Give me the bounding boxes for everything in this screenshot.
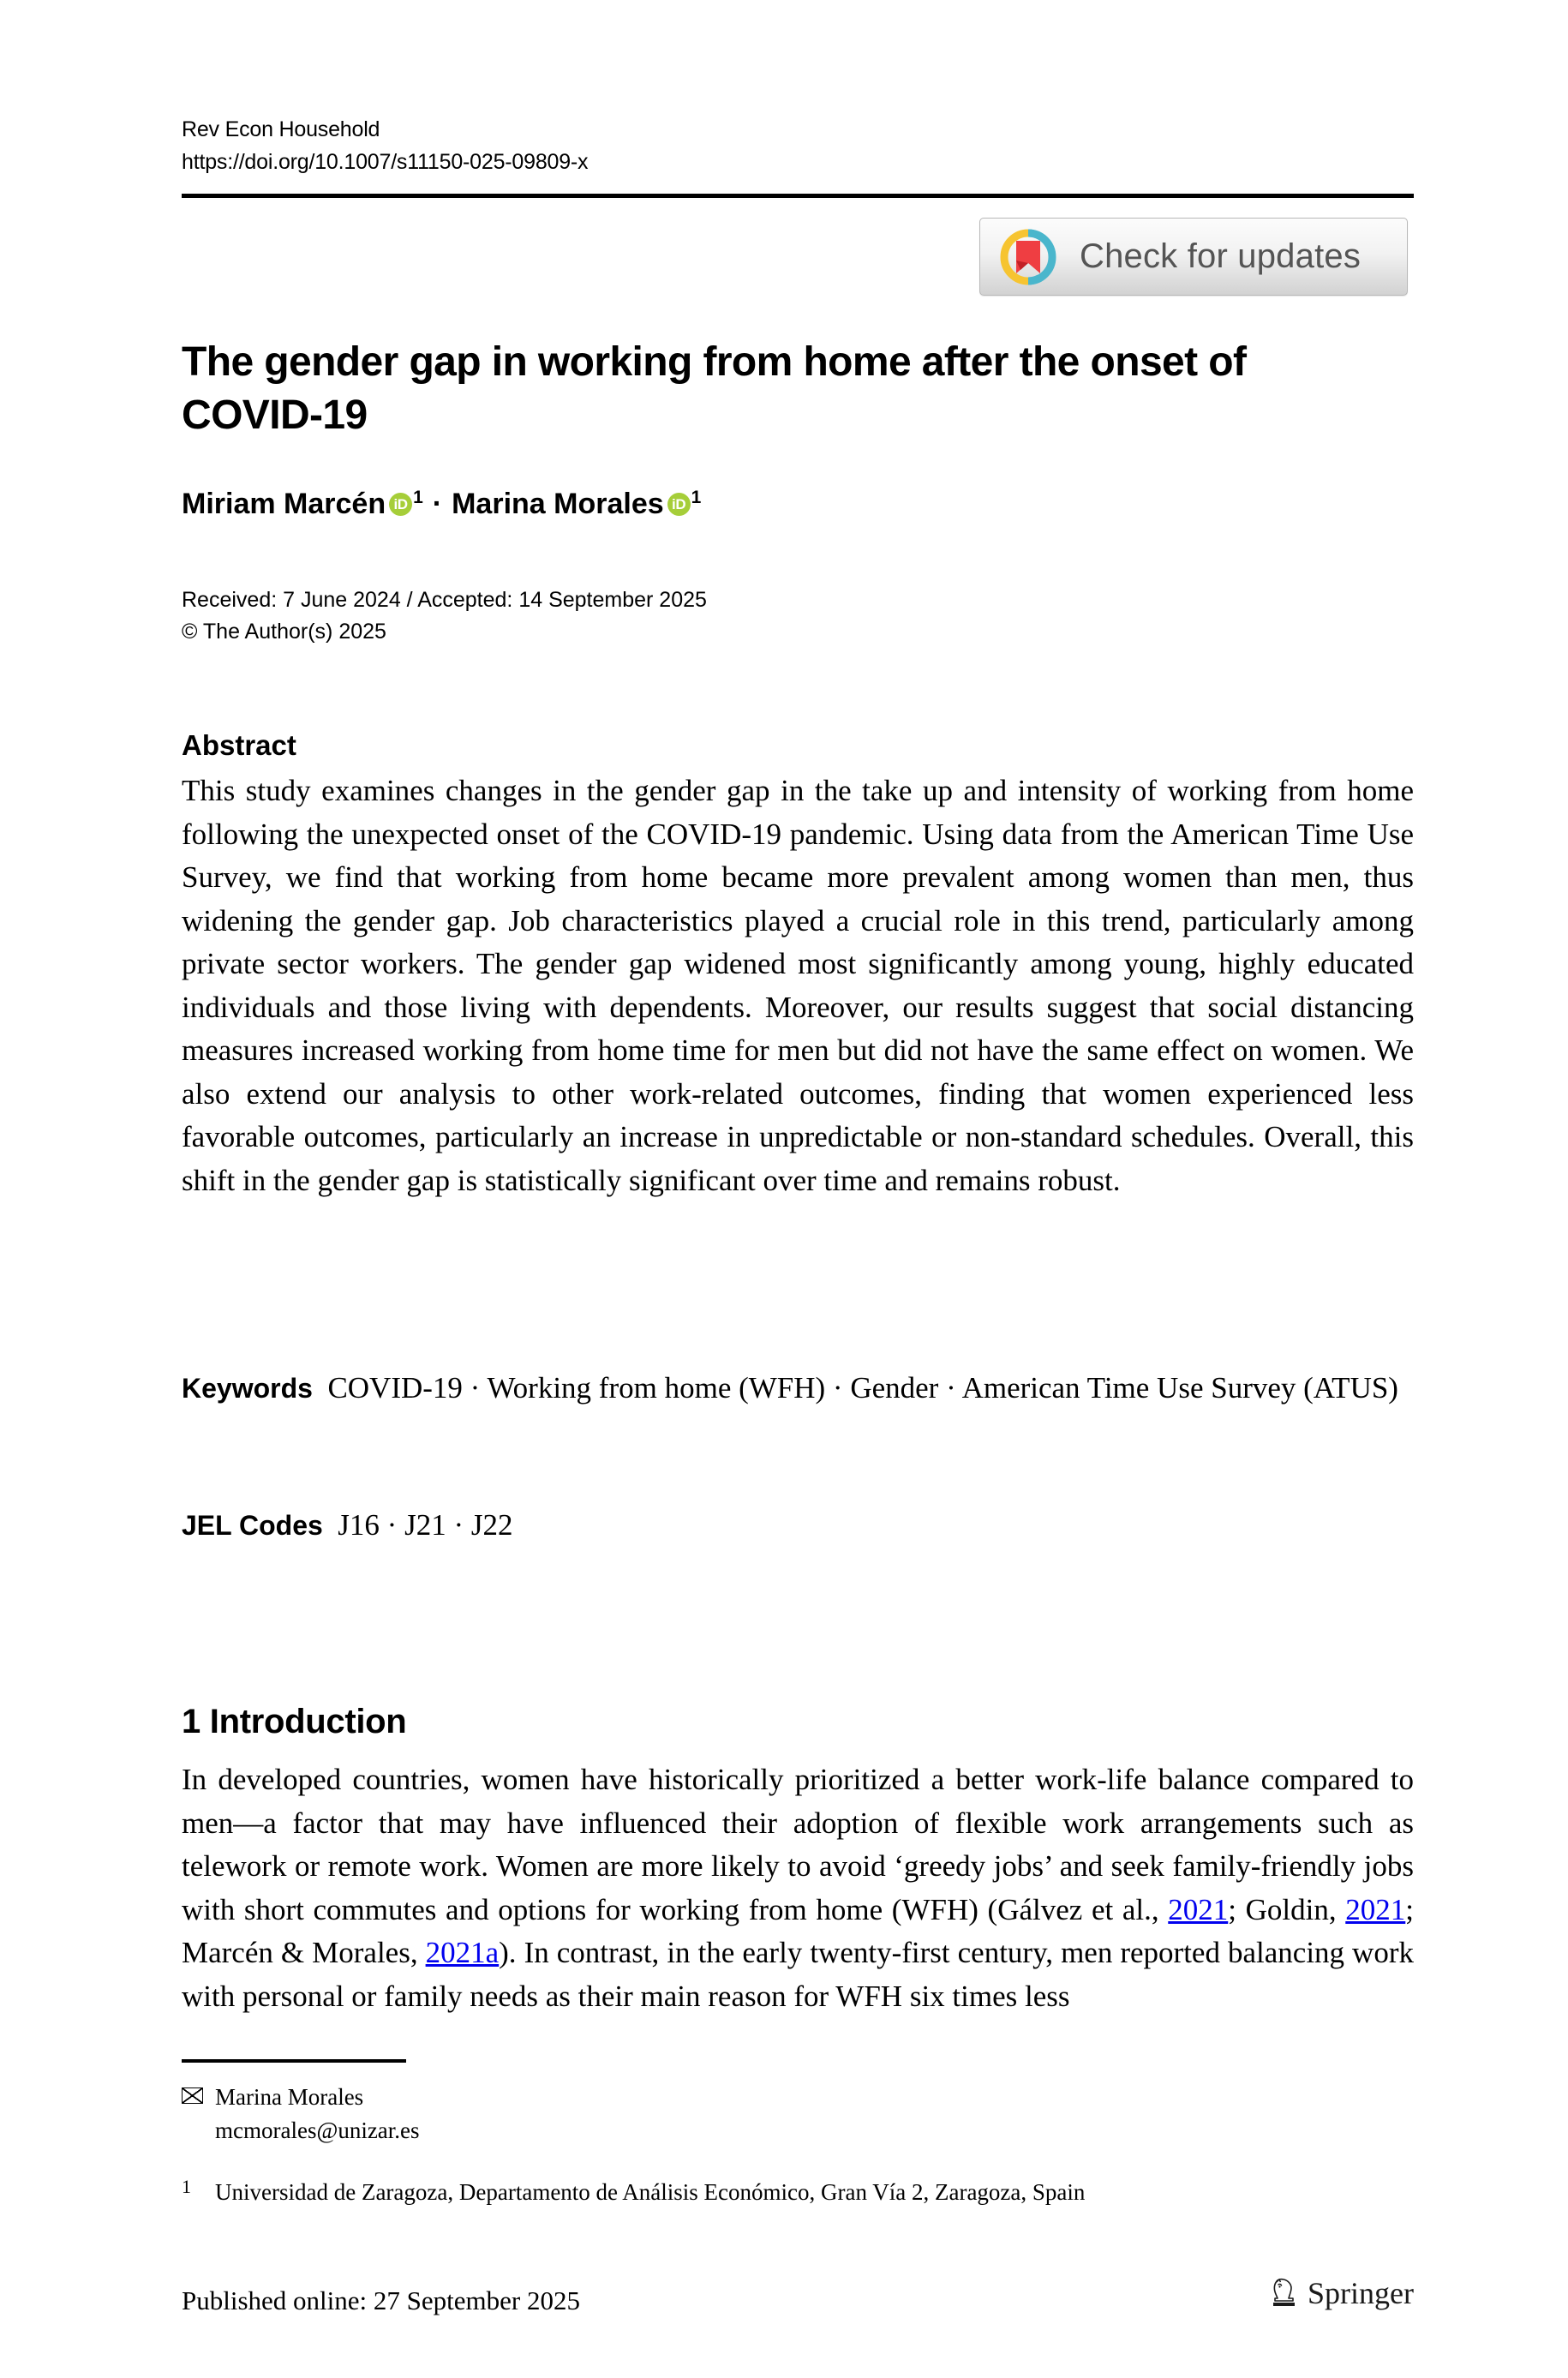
author-entry-1: Miriam Marcén iD 1	[182, 484, 423, 524]
keywords-list: COVID-19 · Working from home (WFH) · Gender · American Time Use Survey (ATUS)	[327, 1371, 1398, 1405]
jel-codes-label: JEL Codes	[182, 1510, 323, 1541]
header-divider-rule	[182, 194, 1414, 198]
abstract-body: This study examines changes in the gender gap in the take up and intensity of working from home following the unexpected onset of the COVID-19 pandemic. Using data from the American Time Use Survey, we find that working from home became more prevalent among women than men, thus widening the gender gap. Job characteristics played a crucial role in this trend, particularly among private sector workers. The gender gap widened most significantly among young, highly educated individuals and those living with dependents. Moreover, our results suggest that social distancing measures increased working from home time for men but did not have the same effect on women. We also extend our analysis to other work-related outcomes, finding that women experienced less favorable outcomes, particularly an increase in unpredictable or non-standard schedules. Overall, this shift in the gender gap is statistically significant over time and remains robust.	[182, 774, 1414, 1197]
article-title: The gender gap in working from home after the onset of COVID-19	[182, 339, 1247, 439]
footnote-divider-rule	[182, 2059, 406, 2063]
springer-logo	[1270, 2275, 1414, 2311]
keywords-label: Keywords	[182, 1373, 313, 1404]
author-separator: ·	[432, 488, 443, 520]
footnote-block	[182, 2081, 1414, 2209]
author-list	[182, 484, 1414, 524]
journal-name: Rev Econ Household	[182, 117, 380, 141]
envelope-icon	[182, 2087, 203, 2104]
jel-codes-list: J16 · J21 · J22	[338, 1508, 513, 1542]
corresponding-author-email[interactable]: mcmorales@unizar.es	[215, 2117, 420, 2143]
author-entry-2: Marina Morales iD 1	[452, 484, 701, 524]
crossmark-icon	[999, 228, 1057, 286]
citation-link-galvez-2021[interactable]: 2021	[1168, 1892, 1229, 1926]
orcid-icon[interactable]	[389, 493, 412, 516]
affiliation-text: Universidad de Zaragoza, Departamento de Análisis Económico, Gran Vía 2, Zaragoza, Spain	[215, 2179, 1086, 2205]
intro-text-part-2: ; Goldin,	[1228, 1892, 1346, 1926]
orcid-icon[interactable]	[667, 493, 691, 516]
introduction-paragraph	[182, 1758, 1414, 2018]
citation-link-marcen-morales-2021a[interactable]: 2021a	[425, 1936, 500, 1969]
springer-knight-icon	[1270, 2277, 1299, 2309]
affiliation-row	[182, 2176, 1414, 2209]
check-for-updates-label: Check for updates	[1080, 237, 1362, 275]
springer-wordmark: Springer	[1308, 2276, 1414, 2310]
abstract-section	[182, 727, 1414, 1202]
abstract-heading: Abstract	[182, 729, 296, 761]
author-name: Miriam Marcén	[182, 488, 386, 520]
intro-text-part-1: In developed countries, women have historically prioritized a better work-life balance compared to men—a factor that may have influenced their adoption of flexible work arrangements such as telework or remote work. Women are more likely to avoid ‘greedy jobs’ and seek family-friendly jobs with short commutes and options for working from home (WFH) (Gálvez et al.,	[182, 1763, 1414, 1926]
intro-text-part-4: ). In contrast, in the early twenty-first century, men reported balancing work with personal or family needs as their main reason for WFH six times less	[182, 1936, 1414, 2013]
journal-running-head	[182, 113, 1414, 178]
page-footer	[182, 2275, 1414, 2319]
copyright-line: © The Author(s) 2025	[182, 620, 386, 644]
check-for-updates-badge[interactable]	[979, 218, 1408, 296]
published-online-date: Published online: 27 September 2025	[182, 2285, 580, 2315]
received-accepted-line: Received: 7 June 2024 / Accepted: 14 September 2025	[182, 588, 707, 612]
author-name: Marina Morales	[452, 488, 664, 520]
section-heading-introduction: 1 Introduction	[182, 1703, 407, 1741]
intro-text-part-3: ; Marcén & Morales,	[182, 1892, 1414, 1969]
journal-doi[interactable]: https://doi.org/10.1007/s11150-025-09809-x	[182, 150, 589, 174]
corresponding-author-row	[182, 2081, 1414, 2114]
keywords-section	[182, 1367, 1414, 1410]
citation-link-goldin-2021[interactable]: 2021	[1345, 1892, 1406, 1926]
publication-dates	[182, 584, 1414, 648]
corresponding-author-name: Marina Morales	[215, 2084, 364, 2110]
affiliation-marker: 1	[182, 2176, 191, 2197]
jel-codes-section	[182, 1504, 1414, 1547]
